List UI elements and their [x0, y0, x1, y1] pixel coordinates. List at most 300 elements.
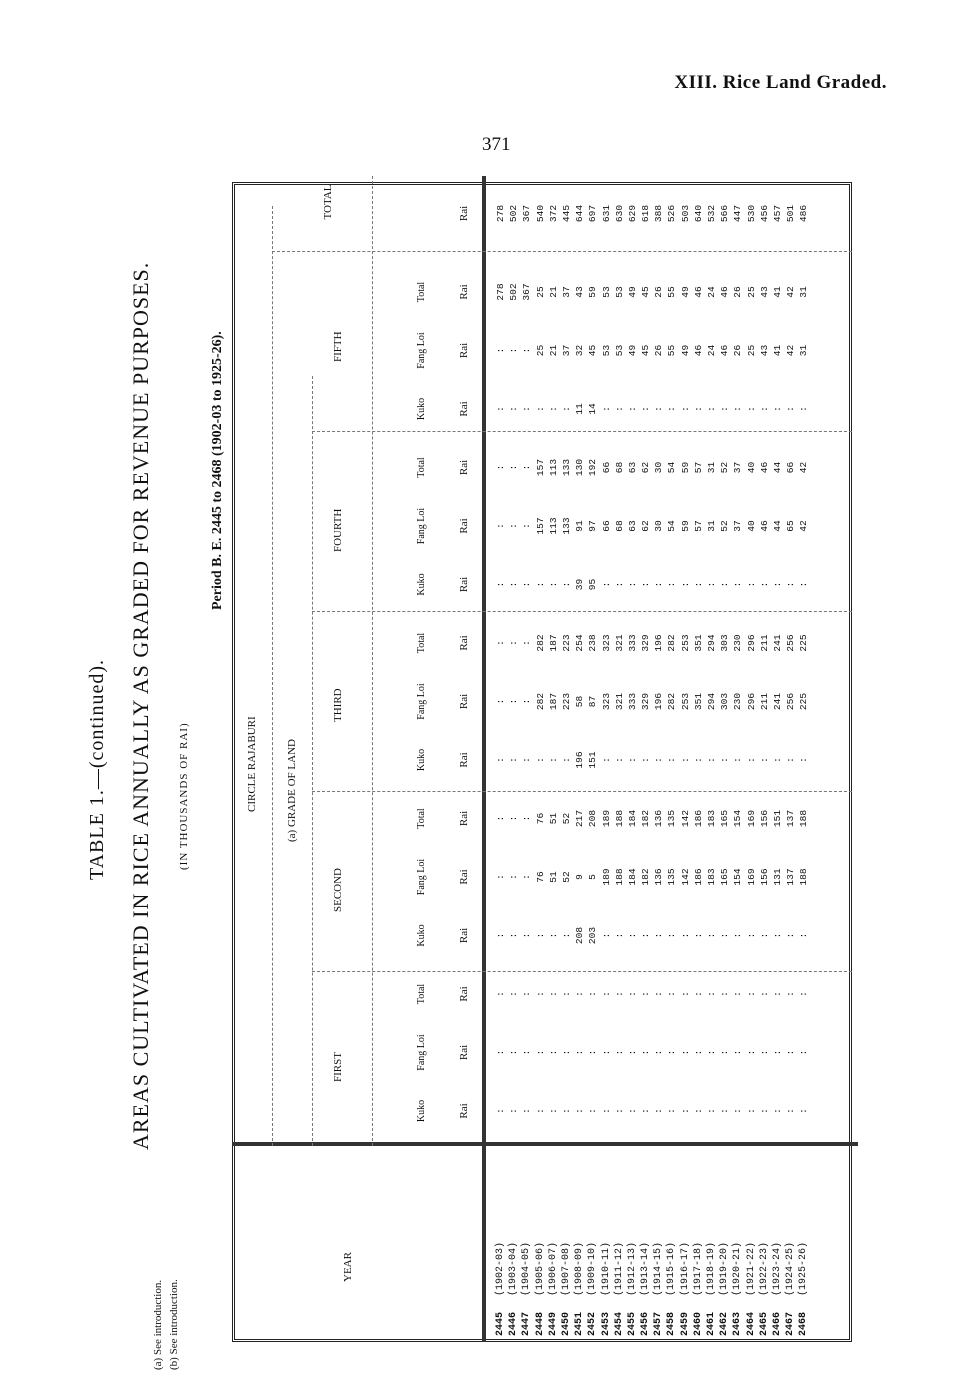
- table-cell: :: [521, 464, 533, 471]
- table-cell: 133: [560, 517, 572, 535]
- table-cell: 131: [771, 868, 783, 886]
- table-cell: 31: [798, 344, 810, 357]
- table-cell: 157: [534, 458, 546, 477]
- year-ad: (1914-15): [653, 1241, 665, 1302]
- table-cell: :: [626, 1049, 638, 1056]
- table-cell: :: [758, 581, 770, 588]
- data-column-fifth-fang: [494, 325, 811, 377]
- table-cell: 46: [692, 286, 704, 298]
- table-cell: 53: [600, 286, 612, 298]
- table-cell: 296: [745, 692, 757, 711]
- table-cell: :: [508, 815, 520, 822]
- table-cell: 76: [534, 812, 546, 825]
- table-cell: :: [771, 1049, 783, 1056]
- table-cell: 53: [600, 344, 612, 357]
- table-cell: 136: [653, 809, 665, 828]
- table-cell: 43: [758, 286, 770, 298]
- table-cell: :: [640, 991, 652, 997]
- table-cell: 58: [574, 695, 586, 708]
- grade-underline: [312, 376, 313, 1146]
- table-cell: :: [521, 815, 533, 822]
- table-cell: :: [560, 1108, 572, 1114]
- table-cell: :: [719, 406, 731, 412]
- table-cell: :: [666, 406, 678, 412]
- table-cell: :: [626, 991, 638, 997]
- table-cell: :: [692, 1049, 704, 1056]
- table-cell: :: [626, 1108, 638, 1114]
- data-column-third-kuko: [494, 734, 811, 786]
- period-subtitle: Period B. E. 2445 to 2468 (1902-03 to 1925-26).: [210, 331, 225, 610]
- table-main-title: AREAS CULTIVATED IN RICE ANNUALLY AS GRADED FOR REVENUE PURPOSES.: [128, 261, 153, 1150]
- table-cell: 151: [771, 809, 783, 828]
- table-cell: 40: [745, 461, 757, 474]
- table-cell: 282: [666, 692, 678, 711]
- table-cell: :: [666, 581, 678, 588]
- table-cell: :: [547, 1108, 559, 1114]
- table-cell: :: [521, 1108, 533, 1114]
- table-cell: :: [560, 1049, 572, 1056]
- year-ad: (1920-21): [732, 1241, 744, 1302]
- year-ad: (1909-10): [587, 1241, 599, 1302]
- table-cell: :: [679, 757, 691, 763]
- table-cell: :: [521, 932, 533, 939]
- year-be: 2458: [666, 1311, 678, 1336]
- table-cell: :: [495, 1108, 506, 1114]
- table-cell: 445: [560, 204, 572, 223]
- table-cell: :: [692, 932, 704, 939]
- table-cell: 142: [679, 868, 691, 886]
- year-be: 2452: [587, 1311, 599, 1336]
- table-cell: :: [495, 347, 506, 354]
- table-cell: :: [521, 406, 533, 412]
- table-cell: :: [679, 581, 691, 588]
- table-cell: :: [771, 932, 783, 939]
- table-cell: 24: [706, 286, 717, 298]
- table-cell: :: [508, 698, 520, 705]
- table-cell: :: [640, 1049, 652, 1056]
- year-ad: (1903-04): [508, 1241, 520, 1302]
- table-cell: :: [521, 640, 533, 646]
- table-cell: :: [653, 991, 665, 997]
- unit-label: Rai: [458, 459, 470, 476]
- data-column-fourth-fang: [494, 500, 811, 552]
- table-cell: 618: [640, 204, 652, 223]
- table-cell: 329: [640, 692, 652, 711]
- unit-label: Rai: [458, 869, 470, 885]
- table-cell: 42: [785, 286, 797, 298]
- table-cell: 68: [613, 461, 625, 474]
- year-row: [639, 1146, 652, 1336]
- table-cell: :: [508, 1049, 520, 1056]
- table-cell: :: [719, 991, 731, 997]
- table-cell: :: [521, 1049, 533, 1056]
- table-cell: :: [521, 347, 533, 354]
- data-column-second-kuko: [494, 910, 811, 962]
- table-cell: :: [508, 464, 520, 471]
- table-cell: :: [600, 406, 612, 412]
- table-cell: :: [745, 1049, 757, 1056]
- year-ad: (1905-06): [534, 1241, 546, 1302]
- table-cell: :: [692, 757, 704, 763]
- table-cell: :: [653, 1049, 665, 1056]
- table-cell: :: [560, 581, 572, 588]
- table-cell: :: [692, 406, 704, 412]
- table-cell: 59: [587, 286, 599, 298]
- table-cell: :: [758, 1049, 770, 1056]
- year-be: 2464: [745, 1311, 757, 1336]
- table-cell: 66: [600, 461, 612, 474]
- year-ad: (1910-11): [600, 1241, 612, 1302]
- table-cell: :: [653, 406, 665, 412]
- table-cell: :: [600, 1108, 612, 1114]
- table-cell: :: [547, 581, 559, 588]
- year-row: [507, 1146, 520, 1336]
- table-cell: 51: [547, 871, 559, 883]
- table-cell: :: [666, 1108, 678, 1114]
- table-cell: :: [534, 1108, 546, 1114]
- table-cell: :: [508, 347, 520, 354]
- table-cell: :: [495, 581, 506, 588]
- table-cell: 296: [745, 634, 757, 652]
- table-cell: 196: [653, 692, 665, 711]
- table-cell: 46: [692, 344, 704, 357]
- table-cell: :: [495, 932, 506, 939]
- table-cell: :: [547, 1049, 559, 1056]
- year-ad: (1919-20): [719, 1241, 731, 1302]
- year-row: [586, 1146, 599, 1336]
- unit-label: Rai: [458, 1103, 470, 1119]
- table-cell: :: [732, 1108, 744, 1114]
- table-cell: :: [495, 464, 506, 471]
- table-cell: 217: [574, 809, 586, 828]
- table-cell: :: [653, 1108, 665, 1114]
- table-cell: :: [613, 581, 625, 588]
- table-cell: :: [785, 932, 797, 939]
- unit-label: Rai: [458, 401, 470, 417]
- table-cell: :: [508, 640, 520, 646]
- table-cell: 367: [521, 204, 533, 223]
- subcol-heading: Total: [416, 281, 427, 303]
- table-cell: :: [719, 581, 731, 588]
- table-cell: :: [771, 1108, 783, 1114]
- table-cell: 66: [785, 461, 797, 474]
- table-cell: 31: [798, 286, 810, 298]
- year-row: [718, 1146, 731, 1336]
- table-cell: 530: [745, 204, 757, 223]
- table-cell: :: [613, 757, 625, 763]
- table-cell: 91: [574, 520, 586, 532]
- year-row: [560, 1146, 573, 1336]
- table-cell: 97: [587, 520, 599, 532]
- table-cell: :: [600, 991, 612, 997]
- grade-second: SECOND: [332, 867, 344, 912]
- year-ad: (1921-22): [745, 1241, 757, 1302]
- table-cell: 188: [798, 868, 810, 886]
- table-cell: :: [640, 1108, 652, 1114]
- table-cell: 329: [640, 634, 652, 652]
- table-cell: 303: [719, 692, 731, 711]
- table-cell: 63: [626, 461, 638, 474]
- table-cell: 241: [771, 634, 783, 652]
- data-column-grand-total: [494, 188, 811, 240]
- table-cell: 278: [495, 283, 506, 301]
- table-cell: 59: [679, 461, 691, 474]
- table-cell: 502: [508, 283, 520, 301]
- table-cell: :: [758, 991, 770, 997]
- table-cell: 169: [745, 868, 757, 886]
- table-cell: 629: [626, 204, 638, 223]
- table-cell: :: [771, 581, 783, 588]
- table-cell: :: [587, 1049, 599, 1056]
- table-cell: 388: [653, 204, 665, 223]
- total-sep: [272, 251, 852, 252]
- table-cell: :: [508, 523, 520, 529]
- table-cell: 46: [758, 520, 770, 532]
- subcol-heading: Kuko: [416, 573, 427, 596]
- table-cell: :: [785, 406, 797, 412]
- table-cell: 42: [798, 461, 810, 474]
- year-be: 2459: [679, 1311, 691, 1336]
- subcol-heading: Kuko: [416, 748, 427, 772]
- unit-label: Rai: [458, 986, 470, 1002]
- year-ad: (1911-12): [613, 1241, 625, 1302]
- table-cell: 323: [600, 692, 612, 711]
- unit-label: Rai: [458, 1044, 470, 1061]
- table-cell: 26: [653, 344, 665, 357]
- unit-label: Rai: [458, 752, 470, 768]
- header-divider: [482, 176, 486, 1342]
- table-cell: :: [640, 932, 652, 939]
- table-cell: :: [600, 932, 612, 939]
- table-cell: :: [798, 932, 810, 939]
- table-cell: 37: [560, 344, 572, 357]
- data-column-second-fang: [494, 851, 811, 903]
- table-cell: :: [626, 581, 638, 588]
- table-cell: 54: [666, 461, 678, 474]
- table-cell: :: [587, 991, 599, 997]
- table-cell: 43: [758, 344, 770, 357]
- table-cell: 282: [666, 634, 678, 652]
- year-be: 2450: [560, 1311, 572, 1336]
- table-cell: :: [745, 932, 757, 939]
- table-cell: 253: [679, 692, 691, 711]
- table-cell: :: [732, 932, 744, 939]
- table-cell: :: [495, 1049, 506, 1056]
- table-cell: 59: [679, 520, 691, 532]
- data-column-fifth-total: [494, 266, 811, 318]
- table-cell: :: [495, 406, 506, 412]
- unit-label: Rai: [458, 205, 470, 222]
- table-cell: :: [706, 1108, 717, 1114]
- table-cell: :: [706, 1049, 717, 1056]
- table-cell: :: [745, 581, 757, 588]
- table-cell: :: [719, 757, 731, 763]
- table-cell: 223: [560, 692, 572, 711]
- table-cell: 238: [587, 634, 599, 652]
- table-cell: 66: [600, 520, 612, 532]
- table-cell: :: [706, 757, 717, 763]
- table-cell: :: [613, 1108, 625, 1114]
- table-cell: :: [798, 581, 810, 588]
- table-cell: :: [626, 932, 638, 939]
- table-cell: 25: [745, 344, 757, 357]
- table-cell: 540: [534, 204, 546, 223]
- grade-fifth: FIFTH: [332, 331, 344, 362]
- table-cell: :: [798, 991, 810, 997]
- table-cell: 187: [547, 634, 559, 652]
- table-cell: :: [719, 932, 731, 939]
- table-cell: 189: [600, 868, 612, 886]
- table-cell: 208: [574, 926, 586, 945]
- table-cell: :: [521, 698, 533, 705]
- unit-label: Rai: [458, 342, 470, 359]
- table-cell: :: [508, 874, 520, 880]
- table-cell: :: [745, 406, 757, 412]
- table-cell: :: [666, 757, 678, 763]
- table-cell: 49: [679, 344, 691, 357]
- table-cell: 54: [666, 520, 678, 532]
- subcol-heading: Kuko: [416, 924, 427, 947]
- table-cell: 44: [771, 520, 783, 532]
- data-column-first-fang: [494, 1027, 811, 1079]
- table-cell: 5: [587, 874, 599, 880]
- table-cell: 130: [574, 458, 586, 477]
- table-cell: :: [758, 406, 770, 412]
- table-cell: :: [508, 991, 520, 997]
- unit-label: Rai: [458, 576, 470, 593]
- table-cell: :: [587, 1108, 599, 1114]
- footnote-a: (a) See introduction.: [152, 1279, 164, 1370]
- table-cell: 154: [732, 809, 744, 828]
- table-cell: :: [679, 932, 691, 939]
- subcol-heading: Fang Loi: [416, 858, 427, 896]
- table-cell: 25: [534, 344, 546, 357]
- year-ad: (1922-23): [758, 1241, 770, 1302]
- table-cell: 135: [666, 868, 678, 886]
- table-cell: 447: [732, 204, 744, 223]
- table-cell: 43: [574, 286, 586, 298]
- subcol-heading: Total: [416, 457, 427, 478]
- table-cell: 133: [560, 458, 572, 477]
- table-cell: 52: [719, 520, 731, 532]
- table-cell: 37: [560, 286, 572, 298]
- table-cell: 49: [626, 286, 638, 298]
- table-cell: :: [706, 406, 717, 412]
- table-cell: 49: [626, 344, 638, 357]
- subcol-heading: Fang Loi: [416, 507, 427, 545]
- table-cell: 640: [692, 204, 704, 223]
- table-cell: 137: [785, 809, 797, 828]
- table-cell: 278: [495, 204, 506, 223]
- table-cell: 156: [758, 868, 770, 886]
- year-ad: (1907-08): [560, 1241, 572, 1302]
- table-cell: :: [798, 757, 810, 763]
- year-be: 2457: [653, 1311, 665, 1336]
- table-cell: 566: [719, 204, 731, 223]
- table-cell: :: [771, 406, 783, 412]
- year-be: 2448: [534, 1311, 546, 1336]
- table-cell: :: [626, 406, 638, 412]
- data-column-second-total: [494, 793, 811, 845]
- year-ad: (1906-07): [547, 1241, 559, 1302]
- table-cell: 63: [626, 520, 638, 532]
- table-cell: 62: [640, 520, 652, 532]
- table-cell: 21: [547, 286, 559, 298]
- table-cell: 502: [508, 204, 520, 223]
- year-row: [731, 1146, 744, 1336]
- table-cell: 184: [626, 809, 638, 828]
- grade-heading: (a) GRADE OF LAND: [286, 739, 298, 842]
- table-cell: 156: [758, 809, 770, 828]
- year-be: 2446: [508, 1311, 520, 1336]
- table-cell: :: [613, 991, 625, 997]
- data-column-third-total: [494, 617, 811, 669]
- table-cell: 11: [574, 403, 586, 415]
- table-cell: :: [560, 932, 572, 939]
- table-cell: 321: [613, 634, 625, 652]
- table-cell: 32: [574, 344, 586, 357]
- table-cell: 46: [758, 461, 770, 474]
- table-cell: 184: [626, 868, 638, 886]
- table-cell: :: [758, 1108, 770, 1114]
- year-be: 2462: [719, 1311, 731, 1336]
- table-cell: 157: [534, 517, 546, 535]
- year-ad: (1913-14): [640, 1241, 652, 1302]
- year-row: [626, 1146, 639, 1336]
- unit-label: Rai: [458, 693, 470, 710]
- table-cell: 532: [706, 204, 717, 223]
- table-cell: 282: [534, 692, 546, 711]
- table-cell: 225: [798, 692, 810, 711]
- year-ad: (1918-19): [706, 1241, 717, 1302]
- year-row: [705, 1146, 718, 1336]
- table-cell: 45: [640, 344, 652, 357]
- table-cell: 192: [587, 458, 599, 477]
- year-row: [573, 1146, 586, 1336]
- table-cell: 630: [613, 204, 625, 223]
- data-table: [232, 182, 852, 1342]
- year-row: [613, 1146, 626, 1336]
- table-cell: :: [495, 640, 506, 646]
- year-row: [784, 1146, 797, 1336]
- table-cell: 203: [587, 926, 599, 945]
- table-cell: :: [719, 1108, 731, 1114]
- table-cell: 46: [719, 344, 731, 357]
- data-column-fourth-total: [494, 442, 811, 494]
- table-cell: :: [495, 874, 506, 880]
- subcol-heading: Fang Loi: [416, 1034, 427, 1071]
- year-be: 2456: [640, 1311, 652, 1336]
- table-cell: 68: [613, 520, 625, 532]
- unit-label: Rai: [458, 635, 470, 651]
- table-cell: 372: [547, 204, 559, 223]
- table-cell: :: [706, 991, 717, 997]
- table-cell: :: [758, 932, 770, 939]
- table-cell: :: [785, 757, 797, 763]
- table-cell: 53: [613, 344, 625, 357]
- footnotes: [150, 1279, 182, 1370]
- table-cell: 135: [666, 809, 678, 828]
- subcol-heading: Total: [416, 632, 427, 654]
- table-cell: 30: [653, 461, 665, 474]
- table-cell: :: [560, 991, 572, 997]
- table-cell: :: [547, 932, 559, 939]
- table-cell: 188: [798, 809, 810, 828]
- table-cell: :: [521, 991, 533, 997]
- table-cell: :: [574, 1049, 586, 1056]
- year-ad: (1912-13): [626, 1241, 638, 1302]
- year-ad: (1923-24): [771, 1241, 783, 1302]
